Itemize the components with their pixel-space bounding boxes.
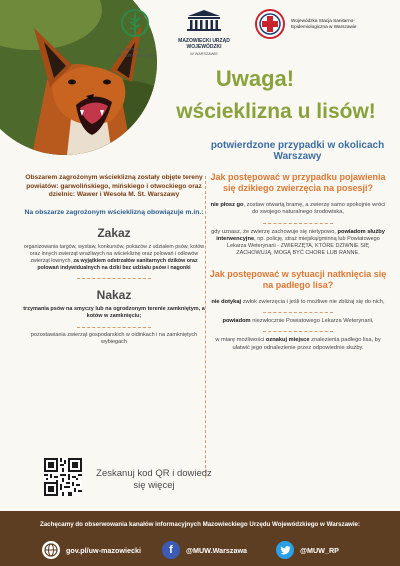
order-title: Nakaz xyxy=(96,288,132,303)
subheadline: potwierdzone przypadki w okolicach Warszawy xyxy=(210,140,385,162)
vet-emblem-icon xyxy=(120,8,150,40)
q2-advice-3-text-a: w miarę możliwości xyxy=(215,337,265,344)
order-item-2-text: pozostawiania zwierząt gospodarskich w oidinkach i na zamkniętych wybiegach xyxy=(30,331,198,345)
section-separator xyxy=(77,278,151,279)
q1-advice-1 xyxy=(209,202,387,217)
q1-advice-2-text-a: gdy uznasz, że zwierzę zachowuje się nietypowo, xyxy=(211,228,336,235)
q2-advice-2-text: niezwłocznie Powiatowego Lekarza Weterynarii, xyxy=(252,318,374,325)
twitter-link[interactable] xyxy=(276,541,339,559)
building-icon xyxy=(184,8,224,32)
q1-advice-2-text-b: , np. policję, straż miejską/gminną lub Powiatowego Lekarza Weterynarii - ZWIERZĘTA, KTÓRE DZIWNIE SIĘ ZACHOWUJĄ, MOGĄ BYĆ CHORE LUB RANNE. xyxy=(226,235,380,257)
qr-caption: Zeskanuj kod QR i dowiedz się więcej xyxy=(96,468,212,491)
veterinary-inspection-logo xyxy=(106,8,164,58)
twitter-icon xyxy=(276,541,294,559)
section-separator xyxy=(77,327,151,328)
q2-advice-1-text: zwłok zwierzęcia i jeśli to możliwe nie zbliżaj się do nich, xyxy=(242,298,385,305)
order-item-1 xyxy=(22,306,206,320)
alert-title: Uwaga! xyxy=(215,66,295,91)
order-item-2 xyxy=(22,332,206,346)
facebook-icon: f xyxy=(162,541,180,559)
voivodeship-office-logo xyxy=(168,8,240,58)
headline: wścieklizna u lisów! xyxy=(176,100,376,123)
q2-advice-2 xyxy=(209,318,387,325)
website-label: gov.pl/uw-mazowiecki xyxy=(66,545,141,555)
q2-advice-3-text-b: znalezienia padłego lisa, by ułatwić jego odnalezienie przez odpowiednie służby. xyxy=(232,337,381,351)
ban-text-exception: za wyjątkiem odstrzałów sanitarnych dzików oraz polowań indywidualnych na dziki bez udziału psów i nagonki xyxy=(37,258,198,272)
q1-advice-1-text: , zostaw otwartą bramę, a zwierzę samo spokojnie wróci do swojego naturalnego środowiska, xyxy=(243,202,386,216)
q2-advice-3 xyxy=(209,337,387,352)
facebook-label: @MUW.Warszawa xyxy=(186,545,248,555)
footer-title: Zachęcamy do obserwowania kanałów informacyjnych Mazowieckiego Urzędu Wojewódzkiego w Warszawie: xyxy=(39,521,361,528)
ban-text-main: organizowania targów, wystaw, konkursów, pokazów z udziałem psów, kotów oraz innych zwierząt wrażliwych na wściekliznę oraz polowań i odłowów zwierząt łownych, xyxy=(23,244,205,265)
q2-advice-1 xyxy=(209,299,387,306)
section-separator xyxy=(263,331,333,332)
question-2-title: Jak postępować w sytuacji natknięcia się na padłego lisa? xyxy=(209,268,387,290)
section-separator xyxy=(263,312,333,313)
question-1-title: Jak postępować w przypadku pojawienia się dzikiego zwierzęcia na posesji? xyxy=(210,172,386,193)
section-separator xyxy=(263,223,333,224)
social-links xyxy=(0,535,400,561)
footer xyxy=(0,511,400,566)
q2-advice-3-bold: oznakuj miejsce xyxy=(265,337,310,344)
logo-1-caption: INSPEKCJA WETERYNARYJNA xyxy=(114,47,156,58)
website-link[interactable] xyxy=(42,541,141,559)
header xyxy=(0,0,400,165)
logo-2-subcaption: W WARSZAWIE xyxy=(190,52,218,56)
left-column xyxy=(22,174,206,346)
right-column xyxy=(209,172,387,352)
twitter-label: @MUW_RP xyxy=(300,545,339,555)
q2-advice-1-bold: nie dotykaj xyxy=(211,298,242,305)
facebook-link[interactable] xyxy=(162,541,247,559)
q2-advice-2-bold: powiadom xyxy=(222,318,251,325)
sanitary-emblem-icon xyxy=(254,8,286,40)
logo-bar xyxy=(106,8,396,68)
ban-text xyxy=(22,244,206,272)
regulations-intro: Na obszarze zagrożonym wścieklizną obowiązuje m.in.: xyxy=(24,208,204,216)
qr-section xyxy=(0,452,400,502)
logo-3-caption: Wojewódzka Stacja Sanitarno-Epidemiologiczna w Warszawie xyxy=(291,18,357,29)
qr-code[interactable] xyxy=(44,458,82,496)
q1-advice-1-bold: nie płosz go xyxy=(210,202,244,208)
logo-2-caption: MAZOWIECKI URZĄD WOJEWÓDZKI xyxy=(178,38,230,50)
order-item-1-text: trzymania psów na smyczy lub na ogrodzonym terenie zamkniętym, a kotów w zamknięciu; xyxy=(23,306,205,320)
sanitary-station-logo xyxy=(254,8,392,40)
q1-advice-2-bold: powiadom służby interwencyjne xyxy=(216,228,385,242)
q1-advice-2 xyxy=(209,229,387,258)
ban-title: Zakaz xyxy=(97,226,131,241)
www-icon xyxy=(42,541,60,559)
affected-area-text: Obszarem zagrożonym wścieklizną zostały objęte tereny powiatów: garwolińskiego, mińskiego i otwockiego oraz dzielnic: Wawer i Wesoła M. St. Warszawy xyxy=(25,174,203,199)
